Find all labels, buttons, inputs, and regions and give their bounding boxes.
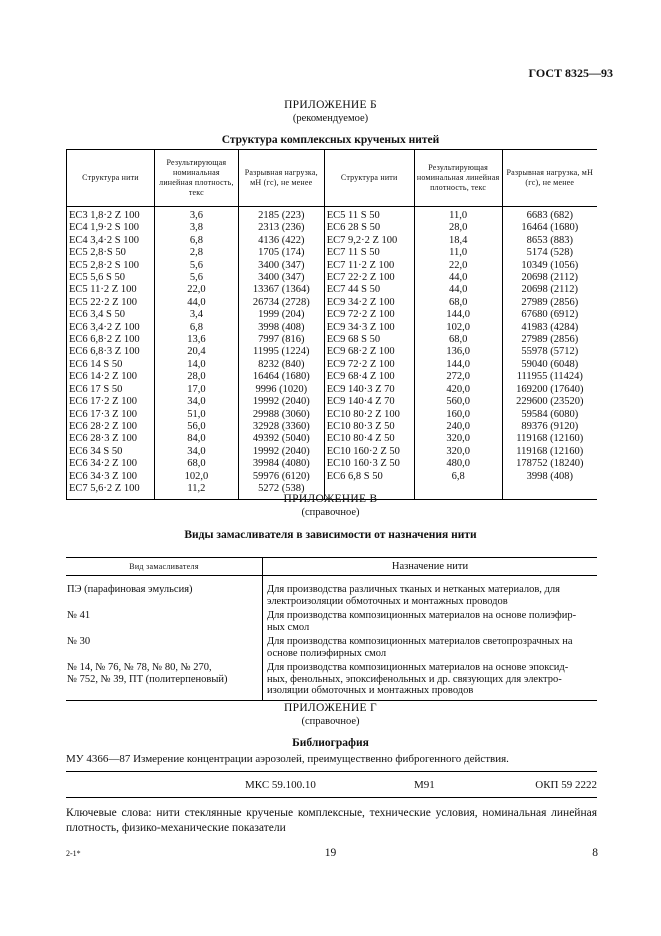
table-cell: 19992 (2040) — [238, 446, 324, 458]
table-cell: ЕС6 14 S 50 — [67, 359, 155, 371]
table-cell: ЕС7 5,6·2 Z 100 — [67, 483, 155, 495]
table-cell: ЕС7 22·2 Z 100 — [324, 272, 414, 284]
table-row — [66, 576, 597, 611]
table-cell: 27989 (2856) — [521, 296, 579, 308]
table-cell: 144,0 — [414, 359, 502, 371]
table-cell: 3,6 — [154, 210, 238, 222]
footer-code: 2-1* — [66, 849, 81, 858]
table-cell: 7997 (816) — [238, 334, 324, 346]
table-cell: ЕС6 6,8·2 Z 100 — [67, 334, 155, 346]
table-cell: ЕС7 9,2·2 Z 100 — [324, 235, 414, 247]
table-row — [67, 409, 598, 421]
table-cell: 3400 (347) — [238, 260, 324, 272]
table-cell: 20698 (2112) — [521, 272, 579, 284]
table-cell: ЕС6 34·3 Z 100 — [67, 471, 155, 483]
table-cell: ЕС6 17 S 50 — [67, 384, 155, 396]
table-cell: ЕС9 140·4 Z 70 — [324, 396, 414, 408]
table-cell: 160,0 — [414, 409, 502, 421]
oiler-type-line: № 752, № 39, ПТ (политерпеновый) — [67, 673, 228, 685]
table-row — [67, 384, 598, 396]
table-cell: 20,4 — [154, 346, 238, 358]
table-cell: 29988 (3060) — [238, 409, 324, 421]
table-cell: ЕС10 160·2 Z 50 — [324, 446, 414, 458]
table-cell: 27989 (2856) — [521, 334, 579, 346]
table-cell: ЕС4 3,4·2 S 100 — [67, 235, 155, 247]
table-cell: 560,0 — [414, 396, 502, 408]
table-cell: 59976 (6120) — [238, 471, 324, 483]
oiler-type-cell — [66, 576, 263, 611]
table-cell: 55978 (5712) — [521, 346, 579, 358]
table-cell: 119168 (12160) — [516, 445, 584, 457]
table-cell: 67680 (6912) — [521, 309, 579, 321]
table-cell: ЕС6 34 S 50 — [67, 446, 155, 458]
table-cell: 2313 (236) — [238, 222, 324, 234]
col-header: Назначение нити — [263, 558, 598, 576]
table-cell: ЕС5 5,6 S 50 — [67, 272, 155, 284]
table-row — [66, 662, 597, 700]
table-cell: ЕС6 34·2 Z 100 — [67, 458, 155, 470]
oiler-type-cell — [66, 610, 263, 636]
table-cell: 19992 (2040) — [238, 396, 324, 408]
appendix-v-subtitle: (справочное) — [301, 507, 360, 518]
mks-code: МКС 59.100.10 — [245, 779, 316, 791]
table-cell: 11,2 — [154, 483, 238, 495]
divider — [66, 771, 597, 772]
oiler-type-cell — [66, 636, 263, 662]
oiler-type-line: № 14, № 76, № 78, № 80, № 270, — [67, 662, 212, 673]
table-cell: 89376 (9120) — [521, 420, 579, 432]
table-cell: ЕС5 2,8·2 S 100 — [67, 260, 155, 272]
table-cell: 8653 (883) — [526, 234, 573, 246]
purpose-line: ных смол — [267, 621, 310, 633]
table-cell: 1999 (204) — [238, 309, 324, 321]
table-cell: 320,0 — [414, 433, 502, 445]
table-cell: ЕС9 34·2 Z 100 — [324, 297, 414, 309]
table-cell: ЕС6 28·2 Z 100 — [67, 421, 155, 433]
col-header: Вид замасливателя — [66, 558, 263, 576]
table-cell: 3,4 — [154, 309, 238, 321]
table-cell: ЕС6 17·3 Z 100 — [67, 409, 155, 421]
purpose-line: Для производства различных тканых и нетканых материалов, для — [267, 584, 560, 595]
appendix-b-title: ПРИЛОЖЕНИЕ Б — [284, 99, 377, 111]
appendix-b-subtitle: (рекомендуемое) — [292, 113, 369, 124]
table-cell: 20698 (2112) — [521, 284, 579, 296]
table-row — [66, 636, 597, 662]
purpose-line: изоляции обмоточных и монтажных проводов — [267, 685, 474, 696]
table-cell: ЕС7 44 S 50 — [324, 284, 414, 296]
appendix-g-title: ПРИЛОЖЕНИЕ Г — [284, 702, 377, 714]
keywords: Ключевые слова: нити стеклянные крученые комплексные, технические условия, номинальная линейная плотность, физико-механические показатели — [66, 807, 597, 834]
table-cell: 44,0 — [154, 297, 238, 309]
table-cell: 3998 (408) — [526, 470, 573, 482]
table-row — [67, 421, 598, 433]
table-cell: 22,0 — [154, 284, 238, 296]
purpose-line: ных, фенольных, эпоксифенольных и др. связующих для электро- — [267, 673, 562, 685]
group-code: М91 — [414, 779, 435, 791]
bibliography-entry: МУ 4366—87 Измерение концентрации аэрозолей, преимущественно фиброгенного действия. — [66, 753, 509, 765]
table-cell: 178752 (18240) — [516, 458, 584, 470]
table-cell: 44,0 — [414, 272, 502, 284]
table-row — [67, 247, 598, 259]
table-cell: 32928 (3360) — [238, 421, 324, 433]
table-row — [67, 222, 598, 234]
table-cell: 59584 (6080) — [521, 408, 579, 420]
table-cell: ЕС6 3,4·2 Z 100 — [67, 322, 155, 334]
table-cell: 229600 (23520) — [516, 396, 584, 408]
table-cell: 26734 (2728) — [238, 297, 324, 309]
table-row — [67, 334, 598, 346]
table-row — [66, 610, 597, 636]
bibliography-title: Библиография — [292, 737, 369, 749]
table-cell: ЕС9 72·2 Z 100 — [324, 359, 414, 371]
oilers-table — [66, 557, 597, 701]
table-cell: ЕС10 80·4 Z 50 — [324, 433, 414, 445]
table-cell: ЕС3 1,8·2 Z 100 — [67, 210, 155, 222]
table-row — [67, 260, 598, 272]
purpose-cell — [263, 662, 598, 700]
table-cell: 11,0 — [414, 247, 502, 259]
purpose-cell — [263, 576, 598, 611]
table-cell: 240,0 — [414, 421, 502, 433]
table-cell: 144,0 — [414, 309, 502, 321]
table-cell: 41983 (4284) — [521, 321, 579, 333]
purpose-cell — [263, 610, 598, 636]
table-cell: 49392 (5040) — [238, 433, 324, 445]
table-row — [67, 458, 598, 470]
table-cell: 51,0 — [154, 409, 238, 421]
table-cell: ЕС10 80·3 Z 50 — [324, 421, 414, 433]
table-cell: 480,0 — [414, 458, 502, 470]
table-cell: 59040 (6048) — [521, 358, 579, 370]
table-cell: ЕС5 22·2 Z 100 — [67, 297, 155, 309]
table-cell: ЕС9 34·3 Z 100 — [324, 322, 414, 334]
table-cell: ЕС6 28·3 Z 100 — [67, 433, 155, 445]
table-row — [67, 235, 598, 247]
table-cell: ЕС5 11 S 50 — [324, 210, 414, 222]
col-header: Структура нити — [324, 150, 414, 207]
table-cell: ЕС6 28 S 50 — [324, 222, 414, 234]
table-cell: 17,0 — [154, 384, 238, 396]
table-cell: ЕС10 160·3 Z 50 — [324, 458, 414, 470]
table-cell: 102,0 — [414, 322, 502, 334]
col-header: Разрывная нагрузка, мН (гс), не менее — [238, 150, 324, 207]
table-row — [67, 309, 598, 321]
col-header: Результирующая номинальная линейная плотность, текс — [414, 150, 502, 207]
table-cell: 11,0 — [414, 210, 502, 222]
table-cell: 16464 (1680) — [521, 222, 579, 234]
table-cell: ЕС10 80·2 Z 100 — [324, 409, 414, 421]
table-cell: ЕС6 14·2 Z 100 — [67, 371, 155, 383]
oiler-type-line: ПЭ (парафиновая эмульсия) — [67, 584, 193, 595]
col-header: Разрывная нагрузка, мН (гс), не менее — [502, 150, 597, 207]
table-row — [67, 433, 598, 445]
table-cell: ЕС4 1,9·2 S 100 — [67, 222, 155, 234]
table-row — [67, 322, 598, 334]
table-cell: 6,8 — [154, 322, 238, 334]
table-cell: 13367 (1364) — [238, 284, 324, 296]
purpose-line: электроизоляции обмоточных и монтажных проводов — [267, 595, 508, 607]
table-row — [67, 284, 598, 296]
appendix-v-title: ПРИЛОЖЕНИЕ В — [283, 493, 378, 505]
table-cell: ЕС7 11·2 Z 100 — [324, 260, 414, 272]
okp-code: ОКП 59 2222 — [535, 779, 597, 791]
table-cell: 68,0 — [414, 334, 502, 346]
table-row — [67, 346, 598, 358]
table-cell: ЕС7 11 S 50 — [324, 247, 414, 259]
table-cell: 5,6 — [154, 272, 238, 284]
table-row — [67, 471, 598, 483]
table-row — [67, 297, 598, 309]
table-cell: 9996 (1020) — [238, 384, 324, 396]
appendix-g-subtitle: (справочное) — [301, 716, 360, 727]
table-cell: 8232 (840) — [238, 359, 324, 371]
table-cell: ЕС9 68 S 50 — [324, 334, 414, 346]
purpose-line: Для производства композиционных материалов на основе полиэфир- — [267, 610, 577, 621]
table-cell: 28,0 — [414, 222, 502, 234]
table-cell: 102,0 — [154, 471, 238, 483]
table-cell: ЕС6 17·2 Z 100 — [67, 396, 155, 408]
table-cell: 11995 (1224) — [238, 346, 324, 358]
table-cell: ЕС6 6,8 S 50 — [324, 471, 414, 483]
table-row — [67, 210, 598, 222]
oiler-type-line: № 41 — [67, 610, 91, 621]
table-cell: 18,4 — [414, 235, 502, 247]
table-cell: 320,0 — [414, 446, 502, 458]
table-cell: 68,0 — [154, 458, 238, 470]
table-cell: 84,0 — [154, 433, 238, 445]
table-cell: 2,8 — [154, 247, 238, 259]
standard-number: ГОСТ 8325—93 — [528, 66, 613, 80]
table-cell: 34,0 — [154, 446, 238, 458]
purpose-cell — [263, 636, 598, 662]
table-row — [67, 272, 598, 284]
table-cell: 4136 (422) — [238, 235, 324, 247]
table-cell: 5174 (528) — [526, 247, 573, 259]
table-cell: 10349 (1056) — [521, 259, 579, 271]
table-cell: 5272 (538) — [238, 483, 324, 495]
table-cell: 14,0 — [154, 359, 238, 371]
structures-table — [66, 149, 597, 500]
table-cell: 3400 (347) — [238, 272, 324, 284]
purpose-line: Для производства композиционных материалов светопрозрачных на — [267, 636, 573, 647]
table-cell: ЕС6 3,4 S 50 — [67, 309, 155, 321]
table-cell: 3998 (408) — [238, 322, 324, 334]
purpose-line: Для производства композиционных материалов на основе эпоксид- — [267, 662, 569, 673]
table-cell: 3,8 — [154, 222, 238, 234]
col-header: Структура нити — [67, 150, 155, 207]
oiler-type-line: № 30 — [67, 636, 91, 647]
table-cell: ЕС9 72·2 Z 100 — [324, 309, 414, 321]
table-cell: ЕС9 68·4 Z 100 — [324, 371, 414, 383]
purpose-line: основе полиэфирных смол — [267, 647, 387, 659]
table-cell: 56,0 — [154, 421, 238, 433]
table-oilers-title: Виды замасливателя в зависимости от назначения нити — [184, 529, 477, 541]
table-cell: ЕС5 2,8·S 50 — [67, 247, 155, 259]
table-cell: ЕС9 140·3 Z 70 — [324, 384, 414, 396]
table-cell: 119168 (12160) — [516, 433, 584, 445]
page-number: 19 — [324, 847, 337, 859]
col-header: Результирующая номинальная линейная плотность, текс — [154, 150, 238, 207]
table-cell: ЕС5 11·2 Z 100 — [67, 284, 155, 296]
table-cell: 272,0 — [414, 371, 502, 383]
table-cell: 136,0 — [414, 346, 502, 358]
table-cell: 22,0 — [414, 260, 502, 272]
table-row — [67, 371, 598, 383]
table-cell: 6683 (682) — [526, 210, 573, 221]
table-header-row — [66, 558, 597, 576]
table-cell: 68,0 — [414, 297, 502, 309]
table-cell: 420,0 — [414, 384, 502, 396]
footer-right-number: 8 — [592, 847, 598, 859]
table-cell: 28,0 — [154, 371, 238, 383]
table-cell: 1705 (174) — [238, 247, 324, 259]
table-cell: 111955 (11424) — [516, 371, 583, 383]
table-cell: 44,0 — [414, 284, 502, 296]
table-cell: 169200 (17640) — [516, 383, 584, 395]
table-row — [67, 396, 598, 408]
table-cell: 2185 (223) — [238, 210, 324, 222]
table-cell: ЕС6 6,8·3 Z 100 — [67, 346, 155, 358]
table-cell: 39984 (4080) — [238, 458, 324, 470]
table-cell: 5,6 — [154, 260, 238, 272]
table-structures-title: Структура комплексных крученых нитей — [221, 134, 440, 146]
table-header-row — [67, 150, 598, 207]
table-row — [67, 359, 598, 371]
table-row — [67, 446, 598, 458]
table-cell: 6,8 — [414, 471, 502, 483]
oiler-type-cell — [66, 662, 263, 700]
table-cell: 34,0 — [154, 396, 238, 408]
table-cell: 13,6 — [154, 334, 238, 346]
table-cell: ЕС9 68·2 Z 100 — [324, 346, 414, 358]
table-cell: 6,8 — [154, 235, 238, 247]
divider — [66, 797, 597, 798]
table-cell: 16464 (1680) — [238, 371, 324, 383]
